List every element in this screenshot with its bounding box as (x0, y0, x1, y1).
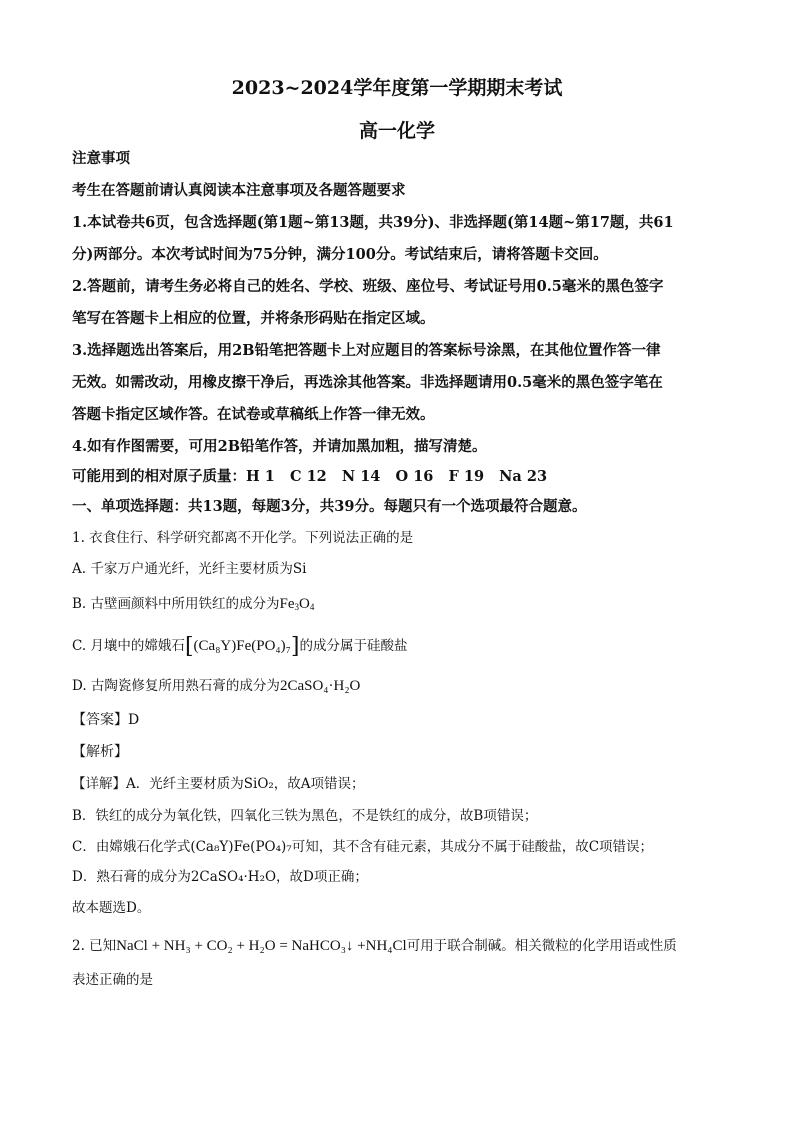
answer-label: 【答案】D (72, 712, 140, 728)
option-b-text: B. 古壁画颜料中所用铁红的成分为 (72, 596, 280, 612)
notice-item-2-line-2: 笔写在答题卡上相应的位置，并将条形码贴在指定区域。 (72, 310, 435, 327)
notice-item-4: 4.如有作图需要，可用2B铅笔作答，并请加黑加粗，描写清楚。 (72, 438, 487, 455)
question-2-equation: NaCl + NH₃ + CO₂ + H₂O = NaHCO₃↓ +NH₄Cl (116, 938, 407, 954)
detail-line-1: 【详解】A．光纤主要材质为SiO₂，故A项错误； (72, 776, 365, 792)
question-2-suffix: 可用于联合制碱。相关微粒的化学用语或性质 (406, 938, 677, 954)
analysis-label: 【解析】 (72, 744, 128, 760)
option-c-text: C. 月壤中的嫦娥石 (72, 638, 185, 654)
question-1-option-b (72, 597, 314, 612)
notice-item-3-line-1: 3.选择题选出答案后，用2B铅笔把答题卡上对应题目的答案标号涂黑，在其他位置作答一律 (72, 342, 661, 359)
section-heading: 一、单项选择题：共13题，每题3分，共39分。每题只有一个选项最符合题意。 (72, 498, 587, 515)
question-2-stem (72, 939, 677, 954)
notice-item-1-line-1: 1.本试卷共6页，包含选择题(第1题~第13题，共39分)、非选择题(第14题~第17题，共61 (72, 214, 674, 231)
bracket-left-icon: [ (184, 634, 194, 659)
notice-heading: 注意事项 (72, 150, 130, 167)
question-1-option-a: A. 千家万户通光纤，光纤主要材质为Si (72, 561, 307, 577)
detail-line-4: D．熟石膏的成分为2CaSO₄·H₂O，故D项正确； (72, 869, 368, 885)
question-2-prefix: 2. 已知 (72, 938, 117, 954)
conclusion-line: 故本题选D。 (72, 900, 151, 916)
option-d-formula: 2CaSO₄·H₂O (279, 678, 361, 694)
question-1-option-d (72, 679, 360, 694)
notice-item-3-line-2: 无效。如需改动，用橡皮擦干净后，再选涂其他答案。非选择题请用0.5毫米的黑色签字笔在 (72, 374, 663, 391)
detail-line-2: B．铁红的成分为氧化铁，四氧化三铁为黑色，不是铁红的成分，故B项错误； (72, 808, 538, 824)
question-1-option-c (72, 636, 407, 658)
option-b-formula: $Fe_3O_4$ (279, 596, 315, 612)
notice-intro: 考生在答题前请认真阅读本注意事项及各题答题要求 (72, 182, 406, 199)
question-1-stem: 1. 衣食住行、科学研究都离不开化学。下列说法正确的是 (72, 530, 414, 546)
bracket-right-icon: ] (290, 634, 300, 659)
question-2-stem-line-2: 表述正确的是 (72, 972, 153, 988)
detail-line-3: C．由嫦娥石化学式(Ca₈Y)Fe(PO₄)₇可知，其不含有硅元素，其成分不属于硅酸盐，故C项错误； (72, 839, 654, 855)
option-c-formula: (Ca₈Y)Fe(PO₄)₇ (193, 638, 291, 654)
exam-title: 2023~2024学年度第一学期期末考试 (231, 77, 563, 99)
atomic-mass-list: 可能用到的相对原子质量：H 1 C 12 N 14 O 16 F 19 Na 23 (72, 468, 548, 485)
notice-item-1-line-2: 分)两部分。本次考试时间为75分钟，满分100分。考试结束后，请将答题卡交回。 (72, 246, 608, 263)
notice-item-3-line-3: 答题卡指定区域作答。在试卷或草稿纸上作答一律无效。 (72, 406, 435, 423)
exam-subject: 高一化学 (358, 120, 435, 142)
notice-item-2-line-1: 2.答题前，请考生务必将自己的姓名、学校、班级、座位号、考试证号用0.5毫米的黑色签字 (72, 278, 664, 295)
option-d-text: D. 古陶瓷修复所用熟石膏的成分为 (72, 678, 280, 694)
option-c-tail: 的成分属于硅酸盐 (299, 638, 408, 654)
